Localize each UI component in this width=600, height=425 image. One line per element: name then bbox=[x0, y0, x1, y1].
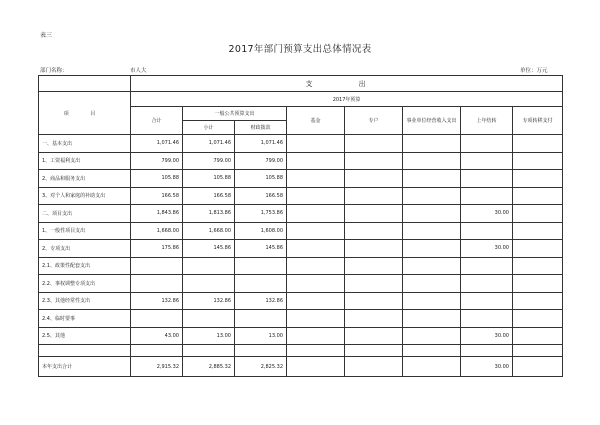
footer-total: 2,915.32 bbox=[131, 357, 183, 377]
document-title: 2017年部门预算支出总体情况表 bbox=[228, 44, 372, 55]
header-row-1 bbox=[39, 76, 563, 92]
row-carryover bbox=[461, 292, 513, 310]
row-total: 43.00 bbox=[131, 327, 183, 345]
unit-label: 单位：万元 bbox=[520, 68, 548, 74]
footer-special-account bbox=[345, 357, 403, 377]
row-carryover bbox=[461, 310, 513, 328]
row-special-transfer bbox=[513, 310, 563, 328]
row-subtotal: 1,668.00 bbox=[183, 222, 235, 240]
row-special-transfer bbox=[513, 275, 563, 293]
spacer-cell bbox=[235, 345, 287, 357]
row-special-account bbox=[345, 275, 403, 293]
row-total bbox=[131, 275, 183, 293]
row-fund bbox=[287, 152, 345, 170]
row-special-account bbox=[345, 205, 403, 223]
row-special-transfer bbox=[513, 292, 563, 310]
table-row bbox=[39, 275, 563, 293]
footer-unit-income bbox=[403, 357, 461, 377]
row-carryover: 30.00 bbox=[461, 240, 513, 258]
row-item-label: 1、工资福利支出 bbox=[39, 152, 131, 170]
row-total: 799.00 bbox=[131, 152, 183, 170]
row-special-transfer bbox=[513, 327, 563, 345]
row-unit-income bbox=[403, 170, 461, 188]
row-total: 105.88 bbox=[131, 170, 183, 188]
row-fund bbox=[287, 310, 345, 328]
row-fund bbox=[287, 222, 345, 240]
row-item-label: 2.4、临时要事 bbox=[39, 310, 131, 328]
table-row bbox=[39, 292, 563, 310]
row-unit-income bbox=[403, 205, 461, 223]
row-fiscal: 1,071.46 bbox=[235, 135, 287, 153]
row-subtotal: 105.88 bbox=[183, 170, 235, 188]
budget-table bbox=[38, 75, 563, 377]
row-carryover bbox=[461, 170, 513, 188]
row-special-account bbox=[345, 310, 403, 328]
table-row bbox=[39, 205, 563, 223]
footer-row bbox=[39, 357, 563, 377]
row-fiscal: 105.88 bbox=[235, 170, 287, 188]
table-row bbox=[39, 327, 563, 345]
header-special-transfer: 专项转移支付 bbox=[513, 107, 563, 135]
row-fund bbox=[287, 257, 345, 275]
row-fiscal: 166.58 bbox=[235, 187, 287, 205]
header-blank bbox=[39, 76, 131, 92]
header-item: 项 目 bbox=[39, 92, 131, 135]
row-total: 175.86 bbox=[131, 240, 183, 258]
row-subtotal: 1,071.46 bbox=[183, 135, 235, 153]
row-item-label: 2.2、事权调整专项支出 bbox=[39, 275, 131, 293]
header-zhichu: 支 出 bbox=[131, 76, 563, 92]
footer-fund bbox=[287, 357, 345, 377]
row-unit-income bbox=[403, 135, 461, 153]
spacer-cell bbox=[131, 345, 183, 357]
header-subtotal: 小计 bbox=[183, 121, 235, 135]
row-subtotal: 1,813.86 bbox=[183, 205, 235, 223]
row-fiscal: 132.86 bbox=[235, 292, 287, 310]
header-fiscal: 财政拨款 bbox=[235, 121, 287, 135]
row-item-label: 2.3、其他经常性支出 bbox=[39, 292, 131, 310]
row-fiscal bbox=[235, 275, 287, 293]
row-unit-income bbox=[403, 152, 461, 170]
row-special-transfer bbox=[513, 187, 563, 205]
table-row bbox=[39, 152, 563, 170]
row-subtotal: 166.58 bbox=[183, 187, 235, 205]
table-row bbox=[39, 187, 563, 205]
row-fiscal: 145.86 bbox=[235, 240, 287, 258]
row-fund bbox=[287, 187, 345, 205]
header-general-budget: 一般公共预算支出 bbox=[183, 107, 287, 121]
spacer-cell bbox=[287, 345, 345, 357]
spacer-cell bbox=[461, 345, 513, 357]
row-carryover bbox=[461, 222, 513, 240]
row-fiscal bbox=[235, 257, 287, 275]
header-special-account: 专户 bbox=[345, 107, 403, 135]
header-fund: 基金 bbox=[287, 107, 345, 135]
row-unit-income bbox=[403, 327, 461, 345]
header-row-2 bbox=[39, 92, 563, 107]
row-special-account bbox=[345, 187, 403, 205]
header-carryover: 上年结转 bbox=[461, 107, 513, 135]
row-special-transfer bbox=[513, 170, 563, 188]
row-special-account bbox=[345, 152, 403, 170]
table-row bbox=[39, 310, 563, 328]
row-special-account bbox=[345, 222, 403, 240]
row-subtotal bbox=[183, 275, 235, 293]
row-fiscal: 799.00 bbox=[235, 152, 287, 170]
row-total: 1,668.00 bbox=[131, 222, 183, 240]
row-carryover bbox=[461, 135, 513, 153]
row-subtotal: 132.86 bbox=[183, 292, 235, 310]
row-special-account bbox=[345, 327, 403, 345]
row-unit-income bbox=[403, 310, 461, 328]
row-special-transfer bbox=[513, 205, 563, 223]
footer-subtotal: 2,885.32 bbox=[183, 357, 235, 377]
spacer-cell bbox=[403, 345, 461, 357]
row-fund bbox=[287, 292, 345, 310]
row-special-transfer bbox=[513, 152, 563, 170]
spacer-cell bbox=[345, 345, 403, 357]
row-special-transfer bbox=[513, 222, 563, 240]
row-item-label: 2、专项支出 bbox=[39, 240, 131, 258]
row-fund bbox=[287, 327, 345, 345]
footer-special-transfer bbox=[513, 357, 563, 377]
row-special-transfer bbox=[513, 240, 563, 258]
row-subtotal: 799.00 bbox=[183, 152, 235, 170]
row-special-account bbox=[345, 240, 403, 258]
row-special-account bbox=[345, 292, 403, 310]
row-carryover bbox=[461, 257, 513, 275]
footer-label: 本年支出合计 bbox=[39, 357, 131, 377]
row-fiscal: 1,608.00 bbox=[235, 222, 287, 240]
row-fund bbox=[287, 170, 345, 188]
row-item-label: 1、一般性项目支出 bbox=[39, 222, 131, 240]
spacer-cell bbox=[39, 345, 131, 357]
row-fund bbox=[287, 135, 345, 153]
row-carryover bbox=[461, 187, 513, 205]
row-special-account bbox=[345, 257, 403, 275]
row-unit-income bbox=[403, 240, 461, 258]
row-unit-income bbox=[403, 257, 461, 275]
row-special-account bbox=[345, 170, 403, 188]
row-carryover bbox=[461, 152, 513, 170]
row-unit-income bbox=[403, 292, 461, 310]
row-fund bbox=[287, 275, 345, 293]
document-label: 表三 bbox=[40, 32, 53, 39]
row-item-label: 3、对个人和家庭的补助支出 bbox=[39, 187, 131, 205]
table-row bbox=[39, 170, 563, 188]
row-item-label: 一、基本支出 bbox=[39, 135, 131, 153]
table-row bbox=[39, 135, 563, 153]
row-item-label: 二、项目支出 bbox=[39, 205, 131, 223]
row-item-label: 2、商品和服务支出 bbox=[39, 170, 131, 188]
row-fund bbox=[287, 205, 345, 223]
row-subtotal bbox=[183, 257, 235, 275]
footer-fiscal: 2,825.32 bbox=[235, 357, 287, 377]
row-total: 166.58 bbox=[131, 187, 183, 205]
row-total bbox=[131, 310, 183, 328]
row-special-transfer bbox=[513, 135, 563, 153]
footer-carryover: 30.00 bbox=[461, 357, 513, 377]
row-fiscal bbox=[235, 310, 287, 328]
row-total: 1,843.86 bbox=[131, 205, 183, 223]
header-total: 合计 bbox=[131, 107, 183, 135]
table-row bbox=[39, 240, 563, 258]
spacer-cell bbox=[513, 345, 563, 357]
row-total bbox=[131, 257, 183, 275]
row-carryover bbox=[461, 275, 513, 293]
header-year: 2017年预算 bbox=[131, 92, 563, 107]
row-subtotal: 13.00 bbox=[183, 327, 235, 345]
row-fiscal: 1,753.86 bbox=[235, 205, 287, 223]
row-total: 1,071.46 bbox=[131, 135, 183, 153]
row-unit-income bbox=[403, 275, 461, 293]
row-fiscal: 13.00 bbox=[235, 327, 287, 345]
row-item-label: 2.1、政策性配套支出 bbox=[39, 257, 131, 275]
spacer-row bbox=[39, 345, 563, 357]
row-total: 132.86 bbox=[131, 292, 183, 310]
department-value: 市人大 bbox=[130, 68, 147, 74]
table-row bbox=[39, 257, 563, 275]
row-unit-income bbox=[403, 222, 461, 240]
row-carryover: 30.00 bbox=[461, 327, 513, 345]
header-unit-income: 事业单位经营收入支出 bbox=[403, 107, 461, 135]
department-label: 部门名称： bbox=[40, 68, 68, 74]
spacer-cell bbox=[183, 345, 235, 357]
table-row bbox=[39, 222, 563, 240]
row-subtotal bbox=[183, 310, 235, 328]
row-unit-income bbox=[403, 187, 461, 205]
row-special-transfer bbox=[513, 257, 563, 275]
row-fund bbox=[287, 240, 345, 258]
row-subtotal: 145.86 bbox=[183, 240, 235, 258]
row-special-account bbox=[345, 135, 403, 153]
row-carryover: 30.00 bbox=[461, 205, 513, 223]
row-item-label: 2.5、其他 bbox=[39, 327, 131, 345]
